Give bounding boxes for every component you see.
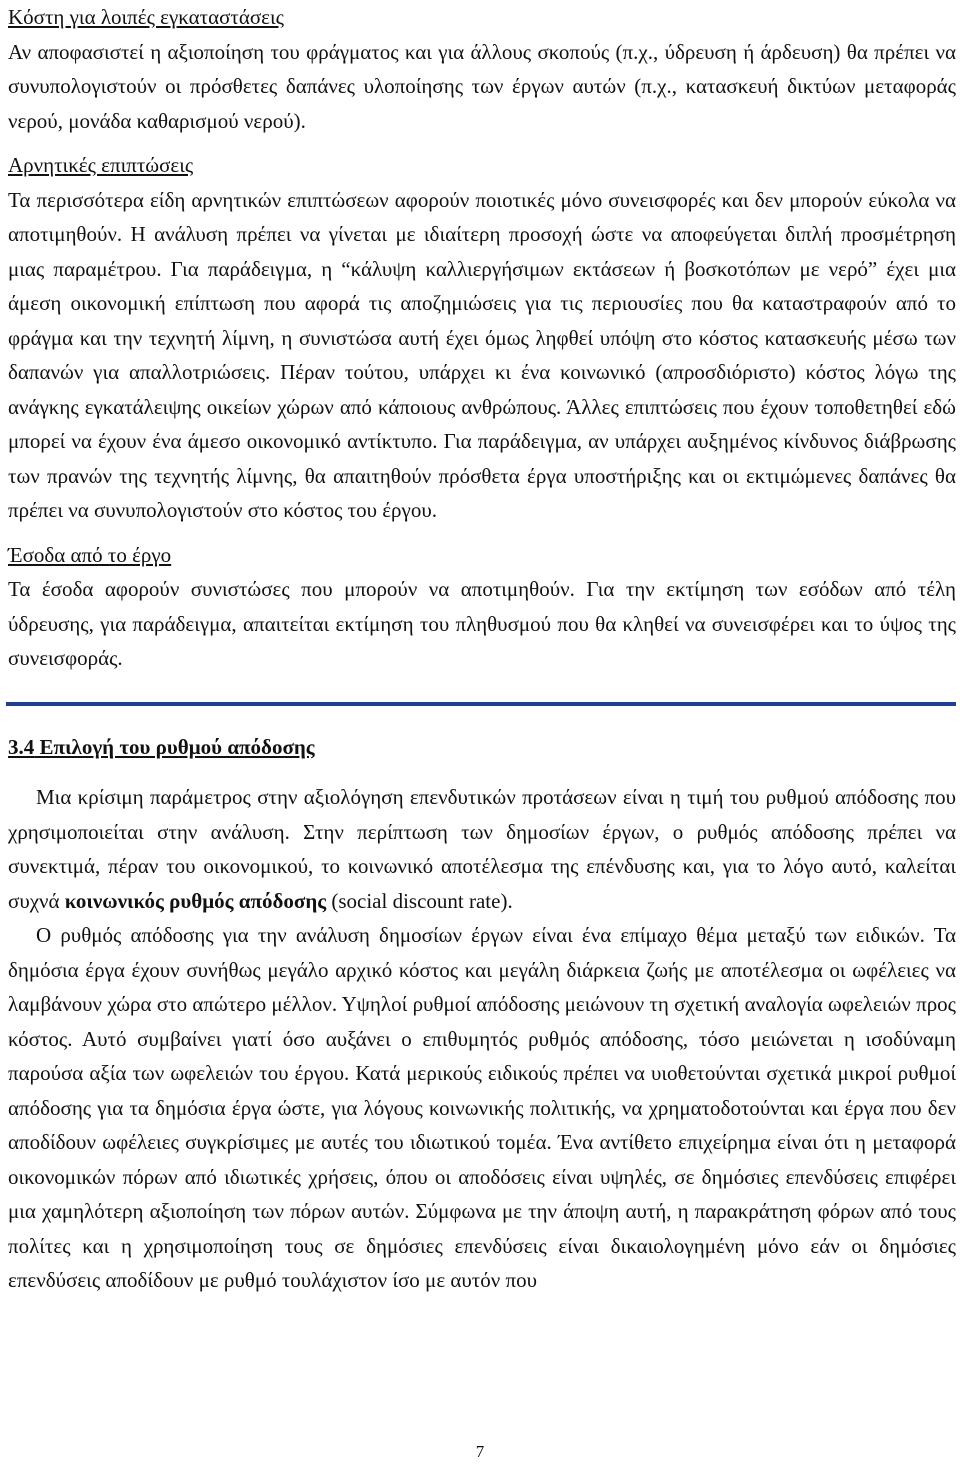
paragraph-discount-rate-debate: Ο ρυθμός απόδοσης για την ανάλυση δημοσίων έργων είναι ένα επίμαχο θέμα μεταξύ των ειδικών. Τα δημόσια έργα έχουν συνήθως μεγάλο αρχικό κόστος και μεγάλη διάρκεια ζωής με αποτέλεσμα οι ωφέλειες να λαμβάνουν χώρα στο απώτερο μέλλον. Υψηλοί ρυθμοί απόδοσης μειώνουν τη σχετική αναλογία ωφελειών προς κόστος. Αυτό συμβαίνει γιατί όσο αυξάνει ο επιθυμητός ρυθμός απόδοσης, τόσο μειώνεται η ισοδύναμη παρούσα αξία των ωφελειών του έργου. Κατά μερικούς ειδικούς πρέπει να υιοθετούνται σχετικά μικροί ρυθμοί απόδοσης για τα δημόσια έργα ώστε, για λόγους κοινωνικής πολιτικής, να χρηματοδοτούνται και έργα που δεν αποδίδουν ωφέλειες συγκρίσιμες με αυτές του ιδιωτικού τομέα. Ένα αντίθετο επιχείρημα είναι ότι η μεταφορά οικονομικών πόρων από ιδιωτικές χρήσεις, όπου οι αποδόσεις είναι υψηλές, σε δημόσιες επενδύσεις επιφέρει μια χαμηλότερη αξιοποίηση των πόρων αυτών. Σύμφωνα με την άποψη αυτή, η παρακράτηση φόρων από τους πολίτες και η χρησιμοποίηση τους σε δημόσιες επενδύσεις είναι δικαιολογημένη μόνο εάν οι δημόσιες επενδύσεις αποδίδουν με ρυθμό τουλάχιστον ίσο με αυτόν που bbox=[8, 923, 956, 1292]
text-run: (social discount rate). bbox=[326, 888, 513, 913]
paragraph-negative-impacts: Τα περισσότερα είδη αρνητικών επιπτώσεων αφορούν ποιοτικές μόνο συνεισφορές και δεν μπορούν εύκολα να αποτιμηθούν. Η ανάλυση πρέπει να γίνεται με ιδιαίτερη προσοχή ώστε να αποφεύγεται διπλή προσμέτρηση μιας παραμέτρου. Για παράδειγμα, η “κάλυψη καλλιεργήσιμων εκτάσεων ή βοσκοτόπων με νερό” έχει μια άμεση οικονομική επίπτωση που αφορά τις αποζημιώσεις για τις περιουσίες που θα καταστραφούν από το φράγμα και την τεχνητή λίμνη, η συνιστώσα αυτή έχει όμως ληφθεί υπόψη στο κόστος κατασκευής μέσω των δαπανών για απαλλοτριώσεις. Πέραν τούτου, υπάρχει κι ένα κοινωνικό (απροσδιόριστο) κόστος λόγω της ανάγκης εγκατάλειψης οικείων χώρων από κάποιους ανθρώπους. Άλλες επιπτώσεις που έχουν τοποθετηθεί εδώ μπορεί να έχουν ένα άμεσο οικονομικό αντίκτυπο. Για παράδειγμα, αν υπάρχει αυξημένος κίνδυνος διάβρωσης των πρανών της τεχνητής λίμνης, θα απαιτηθούν πρόσθετα έργα υποστήριξης και οι εκτιμώμενες δαπάνες θα πρέπει να συνυπολογιστούν στο κόστος του έργου. bbox=[8, 187, 956, 522]
paragraph-discount-rate-intro bbox=[8, 780, 956, 918]
page-number: 7 bbox=[475, 1442, 485, 1461]
section-heading-discount-rate bbox=[8, 730, 956, 765]
heading-revenue: Έσοδα από το έργο bbox=[8, 542, 172, 567]
paragraph-other-costs: Αν αποφασιστεί η αξιοποίηση του φράγματος και για άλλους σκοπούς (π.χ., ύδρευση ή άρδευση) θα πρέπει να συνυπολογιστούν οι πρόσθετες δαπάνες υλοποίησης των έργων αυτών (π.χ., κατασκευή δικτύων μεταφοράς νερού, μονάδα καθαρισμού νερού). bbox=[8, 39, 956, 133]
section-number: 3.4 bbox=[8, 734, 35, 759]
heading-negative-impacts: Αρνητικές επιπτώσεις bbox=[8, 153, 194, 177]
paragraph-revenue: Τα έσοδα αφορούν συνιστώσες που μπορούν να αποτιμηθούν. Για την εκτίμηση των εσόδων από τέλη ύδρευσης, για παράδειγμα, απαιτείται εκτίμηση του πληθυσμού που θα κληθεί να συνεισφέρει και το ύψος της συνεισφοράς. bbox=[8, 577, 956, 670]
section-divider bbox=[6, 702, 956, 706]
section-title: Επιλογή του ρυθμού απόδοσης bbox=[39, 734, 315, 759]
text-run: Μια κρίσιμη παράμετρος στην αξιολόγηση επενδυτικών προτάσεων είναι η τιμή του ρυθμού απόδοσης που χρησιμοποιείται στην ανάλυση. Στην περίπτωση των δημοσίων έργων, ο ρυθμός απόδοσης πρέπει να συνεκτιμά, πέραν του οικονομικού, το κοινωνικό αποτέλεσμα της επένδυσης και, για το λόγο αυτό, καλείται συχνά bbox=[8, 785, 956, 913]
heading-other-costs: Κόστη για λοιπές εγκαταστάσεις bbox=[8, 5, 284, 29]
document-page bbox=[8, 0, 956, 1298]
bold-term: κοινωνικός ρυθμός απόδοσης bbox=[64, 888, 327, 913]
